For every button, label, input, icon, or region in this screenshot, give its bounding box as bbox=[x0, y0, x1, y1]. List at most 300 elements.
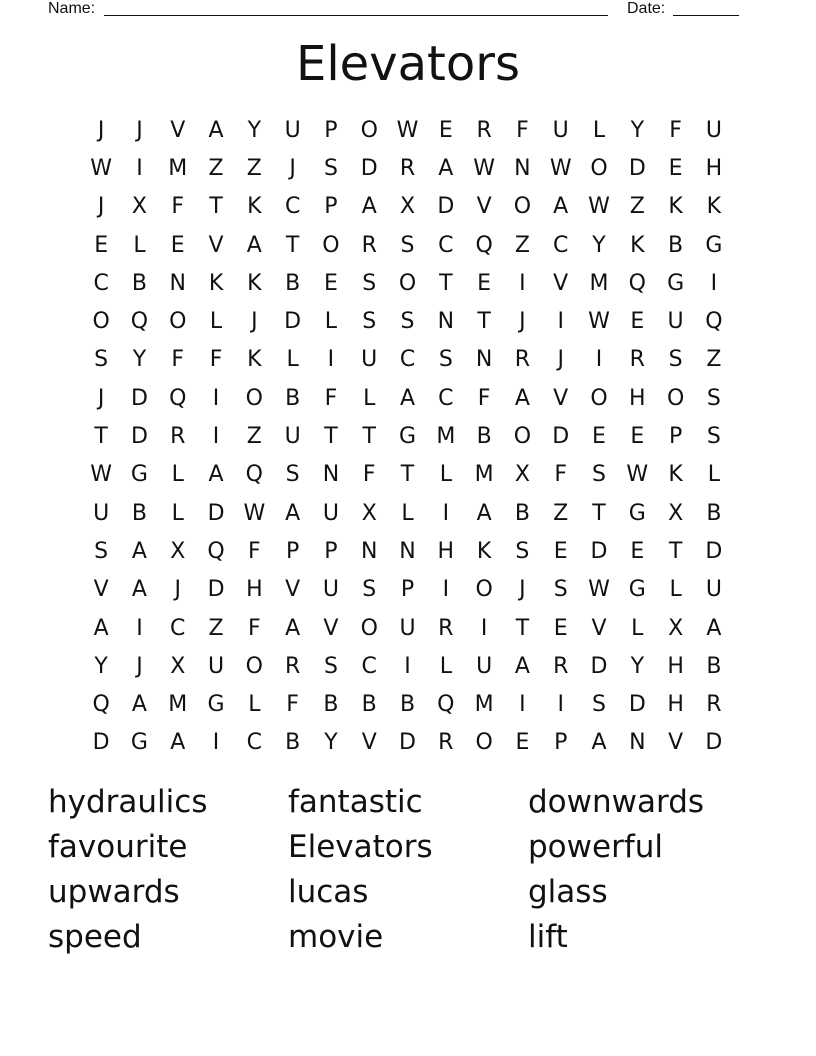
grid-letter: M bbox=[589, 270, 609, 296]
grid-letter: R bbox=[706, 692, 722, 718]
grid-letter: I bbox=[404, 653, 411, 679]
grid-letter: D bbox=[705, 538, 723, 564]
grid-letter: G bbox=[667, 270, 685, 296]
grid-letter: X bbox=[361, 500, 377, 526]
grid-letter: A bbox=[131, 538, 147, 564]
grid-letter: S bbox=[400, 232, 415, 258]
grid-letter: S bbox=[553, 577, 568, 603]
word-list-item: upwards bbox=[48, 874, 180, 910]
grid-letter: U bbox=[705, 577, 722, 603]
grid-letter: R bbox=[399, 155, 416, 181]
grid-letter: V bbox=[668, 730, 684, 756]
word-list-item: powerful bbox=[528, 829, 663, 865]
grid-letter: O bbox=[360, 117, 378, 143]
grid-letter: E bbox=[668, 155, 683, 181]
grid-letter: B bbox=[514, 500, 530, 526]
grid-letter: L bbox=[707, 462, 721, 488]
grid-letter: A bbox=[553, 194, 569, 220]
grid-letter: F bbox=[286, 692, 299, 718]
grid-letter: Q bbox=[92, 692, 110, 718]
grid-letter: Z bbox=[514, 232, 530, 258]
grid-letter: G bbox=[207, 692, 225, 718]
grid-letter: F bbox=[362, 462, 376, 488]
grid-letter: S bbox=[592, 692, 606, 718]
grid-letter: C bbox=[284, 194, 301, 220]
word-list-item: lucas bbox=[288, 874, 369, 910]
grid-letter: Y bbox=[132, 347, 147, 373]
grid-letter: Z bbox=[246, 155, 262, 181]
grid-letter: D bbox=[399, 730, 416, 756]
grid-letter: L bbox=[669, 577, 682, 603]
grid-letter: P bbox=[400, 577, 415, 603]
grid-letter: V bbox=[361, 730, 377, 756]
grid-letter: Z bbox=[208, 155, 224, 181]
grid-letter: X bbox=[514, 462, 530, 488]
grid-letter: Q bbox=[475, 232, 493, 258]
grid-letter: O bbox=[322, 232, 340, 258]
word-list-item: downwards bbox=[528, 784, 705, 820]
grid-letter: L bbox=[171, 462, 184, 488]
grid-letter: A bbox=[706, 615, 722, 641]
grid-letter: D bbox=[360, 155, 378, 181]
grid-letter: H bbox=[667, 653, 684, 679]
grid-letter: E bbox=[553, 615, 568, 641]
grid-letter: G bbox=[130, 462, 148, 488]
grid-letter: P bbox=[324, 538, 338, 564]
grid-letter: E bbox=[553, 538, 568, 564]
grid-letter: A bbox=[285, 615, 301, 641]
grid-letter: W bbox=[588, 577, 610, 603]
grid-letter: U bbox=[705, 117, 722, 143]
grid-letter: T bbox=[362, 424, 376, 450]
grid-letter: W bbox=[588, 194, 610, 220]
grid-letter: S bbox=[323, 653, 338, 679]
grid-letter: P bbox=[324, 194, 338, 220]
grid-letter: D bbox=[628, 692, 646, 718]
grid-letter: Y bbox=[324, 730, 338, 756]
grid-letter: E bbox=[630, 538, 645, 564]
grid-letter: D bbox=[92, 730, 110, 756]
grid-letter: R bbox=[438, 730, 454, 756]
grid-letter: S bbox=[438, 347, 453, 373]
grid-letter: O bbox=[513, 194, 532, 220]
grid-letter: I bbox=[710, 270, 718, 296]
grid-letter: U bbox=[284, 424, 301, 450]
grid-letter: Y bbox=[247, 117, 262, 143]
grid-letter: J bbox=[97, 117, 105, 143]
grid-letter: Z bbox=[246, 424, 262, 450]
grid-letter: B bbox=[668, 232, 684, 258]
word-list-item: hydraulics bbox=[48, 784, 208, 820]
grid-letter: J bbox=[557, 347, 564, 373]
grid-letter: S bbox=[94, 347, 109, 373]
grid-letter: T bbox=[439, 270, 453, 296]
grid-letter: K bbox=[630, 232, 645, 258]
letter-grid bbox=[82, 111, 732, 762]
word-list-item: lift bbox=[528, 919, 568, 955]
grid-letter: Y bbox=[94, 653, 108, 679]
grid-letter: K bbox=[668, 194, 683, 220]
grid-letter: I bbox=[480, 615, 488, 641]
grid-letter: U bbox=[399, 615, 416, 641]
grid-letter: S bbox=[362, 309, 377, 335]
grid-letter: H bbox=[246, 577, 263, 603]
grid-letter: X bbox=[399, 194, 416, 220]
grid-letter: C bbox=[93, 270, 109, 296]
grid-letter: F bbox=[477, 385, 491, 411]
grid-letter: K bbox=[247, 347, 262, 373]
grid-letter: P bbox=[668, 424, 683, 450]
grid-letter: R bbox=[553, 653, 569, 679]
grid-letter: L bbox=[286, 347, 299, 373]
grid-letter: S bbox=[668, 347, 683, 373]
grid-letter: B bbox=[706, 500, 722, 526]
grid-letter: D bbox=[628, 155, 646, 181]
grid-letter: T bbox=[477, 309, 491, 335]
grid-letter: D bbox=[590, 653, 608, 679]
word-list-item: Elevators bbox=[288, 829, 433, 865]
grid-letter: X bbox=[668, 500, 684, 526]
grid-letter: D bbox=[130, 424, 148, 450]
grid-letter: M bbox=[474, 462, 494, 488]
date-label: Date: bbox=[627, 0, 666, 17]
grid-letter: U bbox=[322, 500, 339, 526]
grid-letter: O bbox=[475, 577, 493, 603]
grid-letter: M bbox=[168, 155, 188, 181]
grid-letter: U bbox=[552, 117, 569, 143]
grid-letter: I bbox=[327, 347, 335, 373]
grid-letter: Q bbox=[628, 270, 646, 296]
grid-letter: B bbox=[131, 500, 147, 526]
grid-letter: W bbox=[588, 309, 610, 335]
grid-letter: Z bbox=[553, 500, 569, 526]
grid-letter: L bbox=[439, 653, 452, 679]
grid-letter: T bbox=[94, 424, 108, 450]
grid-letter: K bbox=[208, 270, 224, 296]
grid-letter: D bbox=[705, 730, 723, 756]
grid-letter: G bbox=[705, 232, 723, 258]
grid-letter: T bbox=[324, 424, 338, 450]
grid-letter: M bbox=[474, 692, 494, 718]
grid-letter: U bbox=[207, 653, 225, 679]
grid-letter: A bbox=[361, 194, 377, 220]
grid-letter: P bbox=[324, 117, 338, 143]
grid-letter: A bbox=[208, 462, 224, 488]
grid-letter: F bbox=[248, 538, 261, 564]
grid-letter: J bbox=[97, 385, 105, 411]
grid-letter: W bbox=[549, 155, 572, 181]
grid-letter: H bbox=[705, 155, 723, 181]
grid-letter: L bbox=[363, 385, 376, 411]
grid-letter: V bbox=[285, 577, 301, 603]
grid-letter: G bbox=[628, 500, 646, 526]
grid-letter: S bbox=[323, 155, 338, 181]
grid-letter: X bbox=[170, 653, 186, 679]
grid-letter: Y bbox=[592, 232, 606, 258]
grid-letter: O bbox=[92, 309, 110, 335]
word-list-item: movie bbox=[288, 919, 384, 955]
grid-letter: A bbox=[285, 500, 301, 526]
grid-letter: F bbox=[171, 347, 185, 373]
grid-letter: A bbox=[93, 615, 109, 641]
grid-letter: I bbox=[595, 347, 603, 373]
grid-letter: A bbox=[208, 117, 224, 143]
grid-letter: R bbox=[284, 653, 301, 679]
grid-letter: L bbox=[324, 309, 338, 335]
grid-letter: D bbox=[284, 309, 302, 335]
grid-letter: D bbox=[437, 194, 455, 220]
grid-letter: Q bbox=[130, 309, 149, 335]
grid-letter: I bbox=[136, 155, 143, 181]
grid-letter: E bbox=[515, 730, 530, 756]
grid-letter: C bbox=[553, 232, 569, 258]
grid-letter: L bbox=[631, 615, 644, 641]
grid-letter: O bbox=[245, 385, 263, 411]
name-line bbox=[104, 15, 608, 16]
grid-letter: O bbox=[475, 730, 493, 756]
grid-letter: X bbox=[170, 538, 186, 564]
grid-letter: Q bbox=[705, 309, 723, 335]
grid-letter: S bbox=[285, 462, 300, 488]
grid-letter: S bbox=[362, 270, 377, 296]
grid-letter: D bbox=[130, 385, 148, 411]
grid-letter: U bbox=[667, 309, 684, 335]
grid-letter: X bbox=[668, 615, 684, 641]
grid-letter: J bbox=[97, 194, 105, 220]
grid-letter: F bbox=[669, 117, 682, 143]
grid-letter: Y bbox=[630, 653, 645, 679]
grid-letter: B bbox=[131, 270, 147, 296]
grid-letter: G bbox=[398, 424, 417, 450]
grid-letter: R bbox=[476, 117, 492, 143]
grid-letter: Q bbox=[437, 692, 455, 718]
grid-letter: K bbox=[476, 538, 492, 564]
grid-letter: K bbox=[247, 194, 262, 220]
grid-letter: S bbox=[592, 462, 606, 488]
grid-letter: W bbox=[473, 155, 495, 181]
grid-letter: K bbox=[247, 270, 262, 296]
grid-letter: K bbox=[668, 462, 683, 488]
grid-letter: S bbox=[706, 424, 721, 450]
grid-letter: N bbox=[629, 730, 646, 756]
grid-letter: B bbox=[361, 692, 377, 718]
grid-letter: J bbox=[136, 653, 143, 679]
grid-letter: C bbox=[438, 232, 454, 258]
grid-letter: W bbox=[243, 500, 266, 526]
grid-letter: A bbox=[170, 730, 186, 756]
grid-letter: M bbox=[168, 692, 188, 718]
grid-letter: X bbox=[131, 194, 147, 220]
grid-letter: E bbox=[630, 309, 645, 335]
grid-letter: U bbox=[93, 500, 110, 526]
grid-letter: B bbox=[399, 692, 416, 718]
grid-letter: F bbox=[248, 615, 261, 641]
grid-letter: Q bbox=[207, 538, 225, 564]
grid-letter: N bbox=[360, 538, 378, 564]
grid-letter: O bbox=[513, 424, 532, 450]
grid-letter: J bbox=[136, 117, 143, 143]
word-list bbox=[48, 780, 768, 960]
grid-letter: Z bbox=[629, 194, 645, 220]
grid-letter: E bbox=[630, 424, 645, 450]
grid-letter: I bbox=[212, 424, 220, 450]
grid-letter: E bbox=[438, 117, 453, 143]
grid-letter: R bbox=[514, 347, 531, 373]
grid-letter: C bbox=[246, 730, 263, 756]
grid-letter: E bbox=[323, 270, 338, 296]
grid-letter: V bbox=[323, 615, 339, 641]
grid-letter: N bbox=[475, 347, 493, 373]
grid-letter: L bbox=[401, 500, 414, 526]
grid-letter: K bbox=[706, 194, 722, 220]
grid-letter: A bbox=[476, 500, 492, 526]
page-title: Elevators bbox=[296, 36, 520, 92]
grid-letter: A bbox=[399, 385, 416, 411]
grid-letter: N bbox=[399, 538, 416, 564]
grid-letter: G bbox=[130, 730, 148, 756]
grid-letter: I bbox=[519, 692, 526, 718]
grid-letter: U bbox=[476, 653, 493, 679]
grid-letter: T bbox=[668, 538, 683, 564]
grid-letter: H bbox=[437, 538, 455, 564]
grid-letter: O bbox=[590, 155, 608, 181]
grid-letter: O bbox=[169, 309, 187, 335]
grid-letter: A bbox=[246, 232, 262, 258]
grid-letter: E bbox=[94, 232, 109, 258]
grid-letter: V bbox=[93, 577, 109, 603]
grid-letter: B bbox=[476, 424, 492, 450]
grid-letter: M bbox=[436, 424, 456, 450]
word-list-item: speed bbox=[48, 919, 142, 955]
grid-letter: N bbox=[169, 270, 186, 296]
grid-letter: W bbox=[626, 462, 649, 488]
worksheet-header bbox=[48, 0, 768, 20]
grid-letter: V bbox=[553, 385, 569, 411]
grid-letter: A bbox=[514, 653, 530, 679]
grid-letter: J bbox=[289, 155, 296, 181]
grid-letter: J bbox=[174, 577, 181, 603]
grid-letter: Z bbox=[208, 615, 224, 641]
grid-letter: E bbox=[592, 424, 606, 450]
grid-letter: J bbox=[519, 577, 526, 603]
grid-letter: A bbox=[514, 385, 530, 411]
grid-letter: F bbox=[324, 385, 338, 411]
grid-letter: I bbox=[212, 730, 220, 756]
grid-letter: N bbox=[514, 155, 531, 181]
grid-letter: S bbox=[94, 538, 109, 564]
grid-letter: R bbox=[629, 347, 645, 373]
grid-letter: V bbox=[591, 615, 607, 641]
name-label: Name: bbox=[48, 0, 96, 17]
grid-letter: W bbox=[90, 155, 113, 181]
grid-letter: N bbox=[437, 309, 455, 335]
grid-letter: I bbox=[519, 270, 526, 296]
grid-letter: J bbox=[251, 309, 258, 335]
grid-letter: L bbox=[592, 117, 606, 143]
grid-letter: O bbox=[360, 615, 378, 641]
grid-letter: W bbox=[396, 117, 419, 143]
grid-letter: D bbox=[207, 500, 225, 526]
grid-letter: F bbox=[516, 117, 529, 143]
grid-letter: R bbox=[170, 424, 186, 450]
grid-letter: N bbox=[322, 462, 340, 488]
grid-letter: F bbox=[209, 347, 223, 373]
grid-letter: L bbox=[248, 692, 261, 718]
grid-letter: U bbox=[284, 117, 301, 143]
grid-letter: O bbox=[666, 385, 685, 411]
grid-letter: R bbox=[438, 615, 454, 641]
grid-letter: A bbox=[591, 730, 607, 756]
grid-letter: Q bbox=[169, 385, 187, 411]
grid-letter: H bbox=[629, 385, 646, 411]
grid-letter: D bbox=[207, 577, 225, 603]
word-list-item: glass bbox=[528, 874, 608, 910]
grid-letter: S bbox=[362, 577, 377, 603]
grid-letter: V bbox=[208, 232, 224, 258]
grid-letter: I bbox=[557, 309, 564, 335]
grid-letter: F bbox=[554, 462, 568, 488]
grid-letter: J bbox=[519, 309, 526, 335]
grid-letter: I bbox=[442, 500, 450, 526]
grid-letter: T bbox=[592, 500, 606, 526]
grid-letter: T bbox=[400, 462, 415, 488]
grid-letter: V bbox=[476, 194, 492, 220]
grid-letter: L bbox=[439, 462, 452, 488]
grid-letter: Q bbox=[245, 462, 263, 488]
grid-letter: B bbox=[285, 730, 301, 756]
grid-letter: U bbox=[361, 347, 378, 373]
grid-letter: C bbox=[438, 385, 454, 411]
grid-letter: P bbox=[554, 730, 568, 756]
grid-letter: V bbox=[170, 117, 186, 143]
grid-letter: D bbox=[552, 424, 570, 450]
grid-letter: C bbox=[399, 347, 416, 373]
grid-letter: O bbox=[590, 385, 608, 411]
grid-letter: F bbox=[171, 194, 185, 220]
grid-letter: B bbox=[706, 653, 722, 679]
grid-letter: V bbox=[553, 270, 569, 296]
grid-letter: C bbox=[170, 615, 186, 641]
grid-letter: B bbox=[285, 385, 301, 411]
grid-letter: T bbox=[515, 615, 530, 641]
grid-letter: C bbox=[361, 653, 377, 679]
grid-letter: L bbox=[209, 309, 223, 335]
grid-letter: Y bbox=[630, 117, 645, 143]
word-list-item: favourite bbox=[48, 829, 188, 865]
grid-letter: S bbox=[706, 385, 721, 411]
grid-letter: W bbox=[90, 462, 113, 488]
grid-letter: T bbox=[285, 232, 300, 258]
grid-letter: D bbox=[590, 538, 608, 564]
grid-letter: H bbox=[667, 692, 684, 718]
word-list-item: fantastic bbox=[288, 784, 423, 820]
grid-letter: O bbox=[245, 653, 263, 679]
grid-letter: S bbox=[400, 309, 415, 335]
grid-letter: B bbox=[285, 270, 301, 296]
grid-letter: S bbox=[515, 538, 530, 564]
grid-letter: G bbox=[628, 577, 646, 603]
grid-letter: I bbox=[442, 577, 450, 603]
grid-letter: L bbox=[171, 500, 184, 526]
grid-letter: O bbox=[398, 270, 417, 296]
grid-letter: I bbox=[136, 615, 143, 641]
date-line bbox=[673, 15, 739, 16]
grid-letter: A bbox=[131, 577, 147, 603]
grid-letter: B bbox=[323, 692, 339, 718]
grid-letter: R bbox=[361, 232, 377, 258]
grid-letter: I bbox=[212, 385, 220, 411]
grid-letter: E bbox=[477, 270, 492, 296]
